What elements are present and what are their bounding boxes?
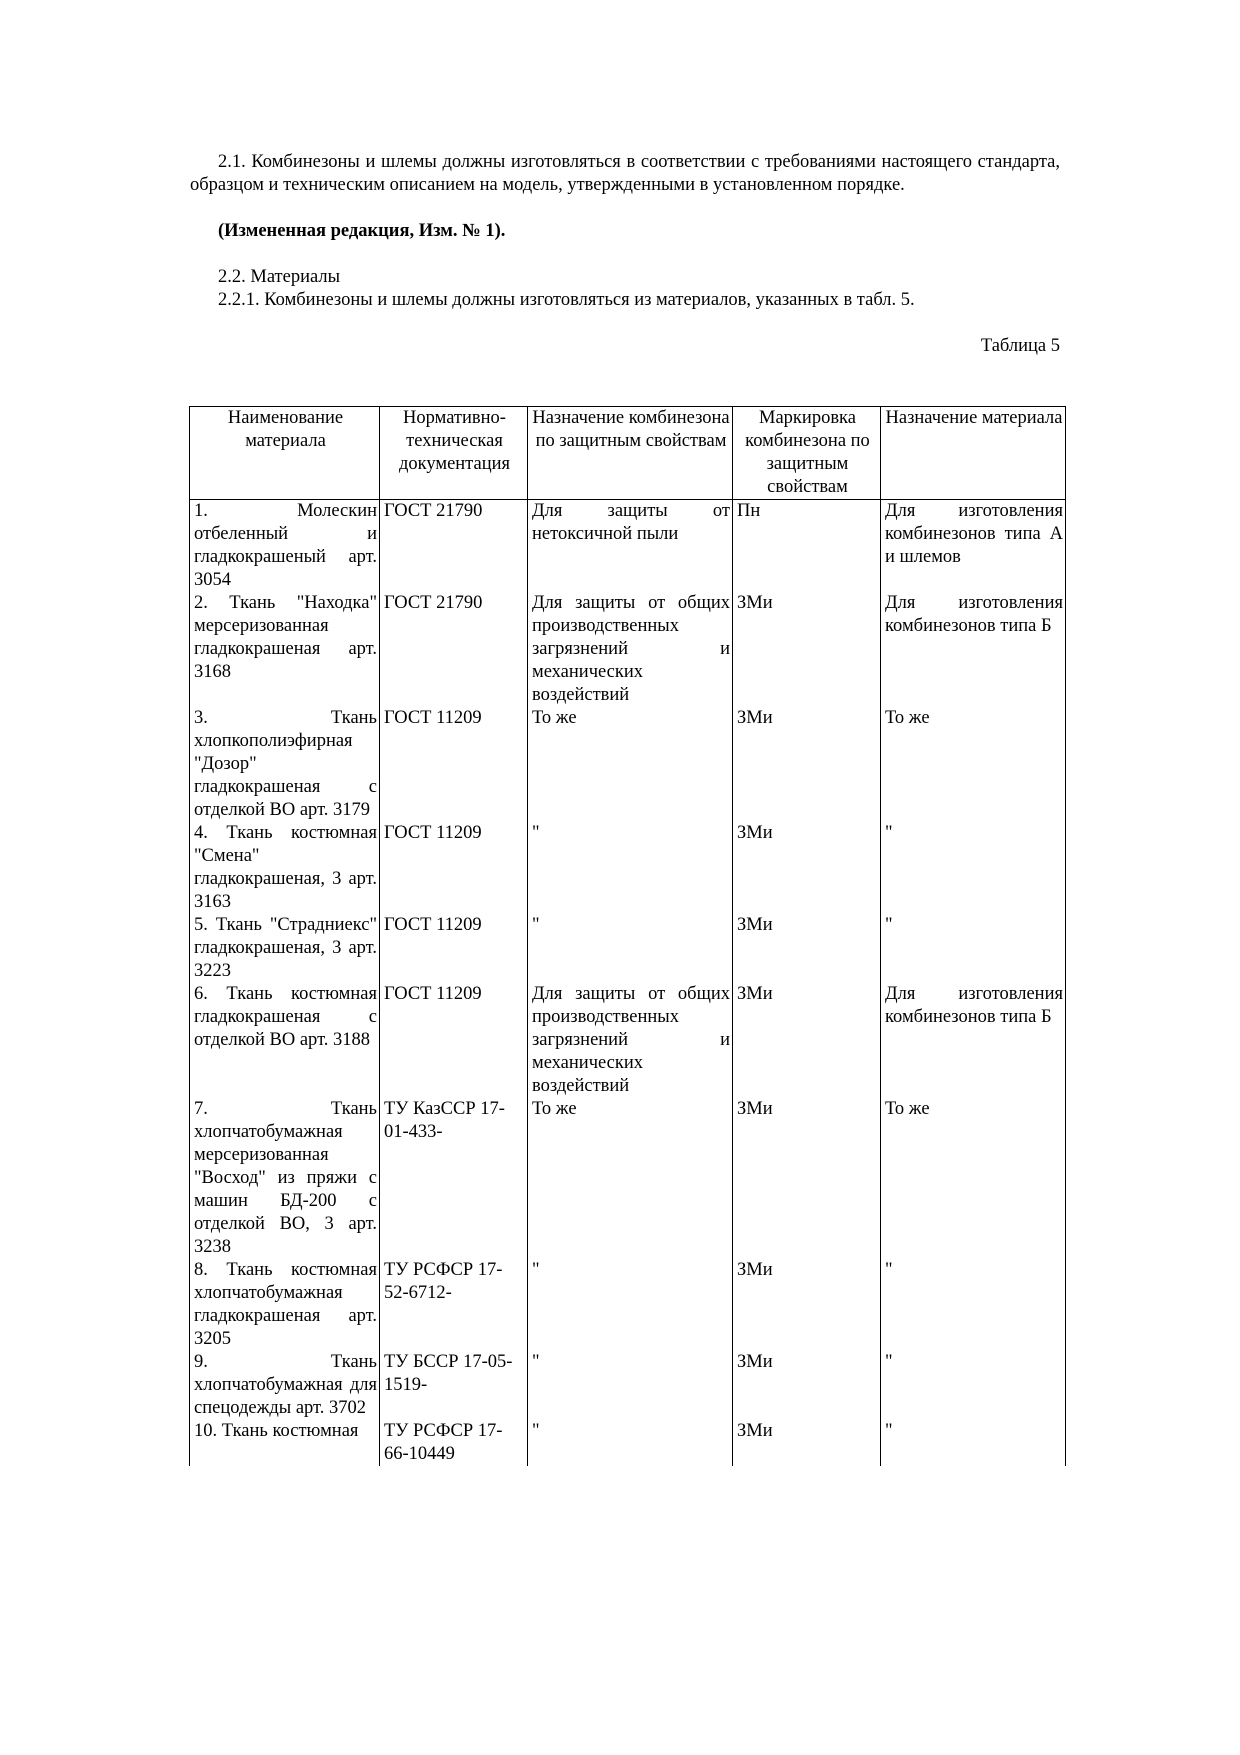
cell-material-name: 7. Ткань хлопчатобумажная мерсеризованная "Восход" из пряжи с машин БД-200 с отделкой ВО, 3 арт. 3238: [190, 1098, 380, 1259]
cell-material-purpose: То же: [881, 707, 1066, 822]
cell-purpose: То же: [528, 1098, 733, 1259]
cell-material-name: 10. Ткань костюмная: [190, 1420, 380, 1466]
cell-material-purpose: ": [881, 1351, 1066, 1420]
cell-purpose: ": [528, 1420, 733, 1466]
cell-normative-doc: ГОСТ 11209: [380, 914, 528, 983]
cell-material-name: 9. Ткань хлопчатобумажная для спецодежды арт. 3702: [190, 1351, 380, 1420]
header-marking: Маркировка комбинезона по защитным свойствам: [733, 407, 881, 500]
cell-normative-doc: ГОСТ 21790: [380, 500, 528, 593]
header-material-name: Наименование материала: [190, 407, 380, 500]
header-material-purpose: Назначение материала: [881, 407, 1066, 500]
cell-material-purpose: Для изготовления комбинезонов типа А и шлемов: [881, 500, 1066, 593]
cell-material-name: 6. Ткань костюмная гладкокрашеная с отделкой ВО арт. 3188: [190, 983, 380, 1098]
cell-material-purpose: ": [881, 914, 1066, 983]
cell-material-name: 2. Ткань "Находка" мерсеризованная гладкокрашеная арт. 3168: [190, 592, 380, 707]
cell-marking: Пн: [733, 500, 881, 593]
cell-material-name: 5. Ткань "Страдниекс" гладкокрашеная, 3 арт. 3223: [190, 914, 380, 983]
table-row: [190, 914, 1066, 983]
cell-purpose: Для защиты от общих производственных загрязнений и механических воздействий: [528, 592, 733, 707]
table-row: [190, 1351, 1066, 1420]
cell-material-name: 1. Молескин отбеленный и гладкокрашеный арт. 3054: [190, 500, 380, 593]
cell-normative-doc: ГОСТ 11209: [380, 983, 528, 1098]
cell-material-purpose: То же: [881, 1098, 1066, 1259]
cell-marking: ЗМи: [733, 1351, 881, 1420]
cell-marking: ЗМи: [733, 914, 881, 983]
cell-marking: ЗМи: [733, 592, 881, 707]
cell-purpose: ": [528, 914, 733, 983]
cell-marking: ЗМи: [733, 707, 881, 822]
cell-material-purpose: ": [881, 1420, 1066, 1466]
cell-marking: ЗМи: [733, 1420, 881, 1466]
cell-marking: ЗМи: [733, 983, 881, 1098]
cell-purpose: Для защиты от общих производственных загрязнений и механических воздействий: [528, 983, 733, 1098]
cell-normative-doc: ТУ РСФСР 17-52-6712-: [380, 1259, 528, 1351]
table-row: [190, 1420, 1066, 1466]
cell-normative-doc: ГОСТ 11209: [380, 707, 528, 822]
table-row: [190, 707, 1066, 822]
header-purpose: Назначение комбинезона по защитным свойствам: [528, 407, 733, 500]
cell-purpose: ": [528, 1351, 733, 1420]
cell-material-name: 3. Ткань хлопкополиэфирная "Дозор" гладкокрашеная с отделкой ВО арт. 3179: [190, 707, 380, 822]
table-body: [190, 500, 1066, 1467]
cell-purpose: То же: [528, 707, 733, 822]
cell-normative-doc: ТУ БССР 17-05-1519-: [380, 1351, 528, 1420]
header-normative-doc: Нормативно-техническая документация: [380, 407, 528, 500]
cell-material-purpose: Для изготовления комбинезонов типа Б: [881, 983, 1066, 1098]
table-header-row: [190, 407, 1066, 500]
cell-purpose: ": [528, 1259, 733, 1351]
cell-normative-doc: ТУ КазССР 17-01-433-: [380, 1098, 528, 1259]
cell-normative-doc: ТУ РСФСР 17-66-10449: [380, 1420, 528, 1466]
cell-material-purpose: Для изготовления комбинезонов типа Б: [881, 592, 1066, 707]
table-row: [190, 983, 1066, 1098]
table-row: [190, 500, 1066, 593]
edit-note: (Измененная редакция, Изм. № 1).: [218, 221, 506, 241]
cell-marking: ЗМи: [733, 1259, 881, 1351]
cell-normative-doc: ГОСТ 11209: [380, 822, 528, 914]
cell-material-name: 4. Ткань костюмная "Смена" гладкокрашеная, 3 арт. 3163: [190, 822, 380, 914]
paragraph-2-2-1: 2.2.1. Комбинезоны и шлемы должны изготовляться из материалов, указанных в табл. 5.: [218, 290, 915, 310]
table-row: [190, 592, 1066, 707]
cell-normative-doc: ГОСТ 21790: [380, 592, 528, 707]
cell-purpose: Для защиты от нетоксичной пыли: [528, 500, 733, 593]
table-caption: Таблица 5: [980, 336, 1060, 356]
cell-marking: ЗМи: [733, 1098, 881, 1259]
table-row: [190, 1259, 1066, 1351]
cell-material-name: 8. Ткань костюмная хлопчатобумажная гладкокрашеная арт. 3205: [190, 1259, 380, 1351]
cell-material-purpose: ": [881, 822, 1066, 914]
cell-purpose: ": [528, 822, 733, 914]
table-row: [190, 1098, 1066, 1259]
paragraph-2-2: 2.2. Материалы: [218, 267, 341, 287]
document-body: [190, 151, 1060, 358]
cell-marking: ЗМи: [733, 822, 881, 914]
table-row: [190, 822, 1066, 914]
materials-table: [189, 406, 1066, 1466]
cell-material-purpose: ": [881, 1259, 1066, 1351]
paragraph-2-1: 2.1. Комбинезоны и шлемы должны изготовляться в соответствии с требованиями настоящего стандарта, образцом и техническим описанием на модель, утвержденными в установленном порядке.: [190, 152, 1060, 195]
